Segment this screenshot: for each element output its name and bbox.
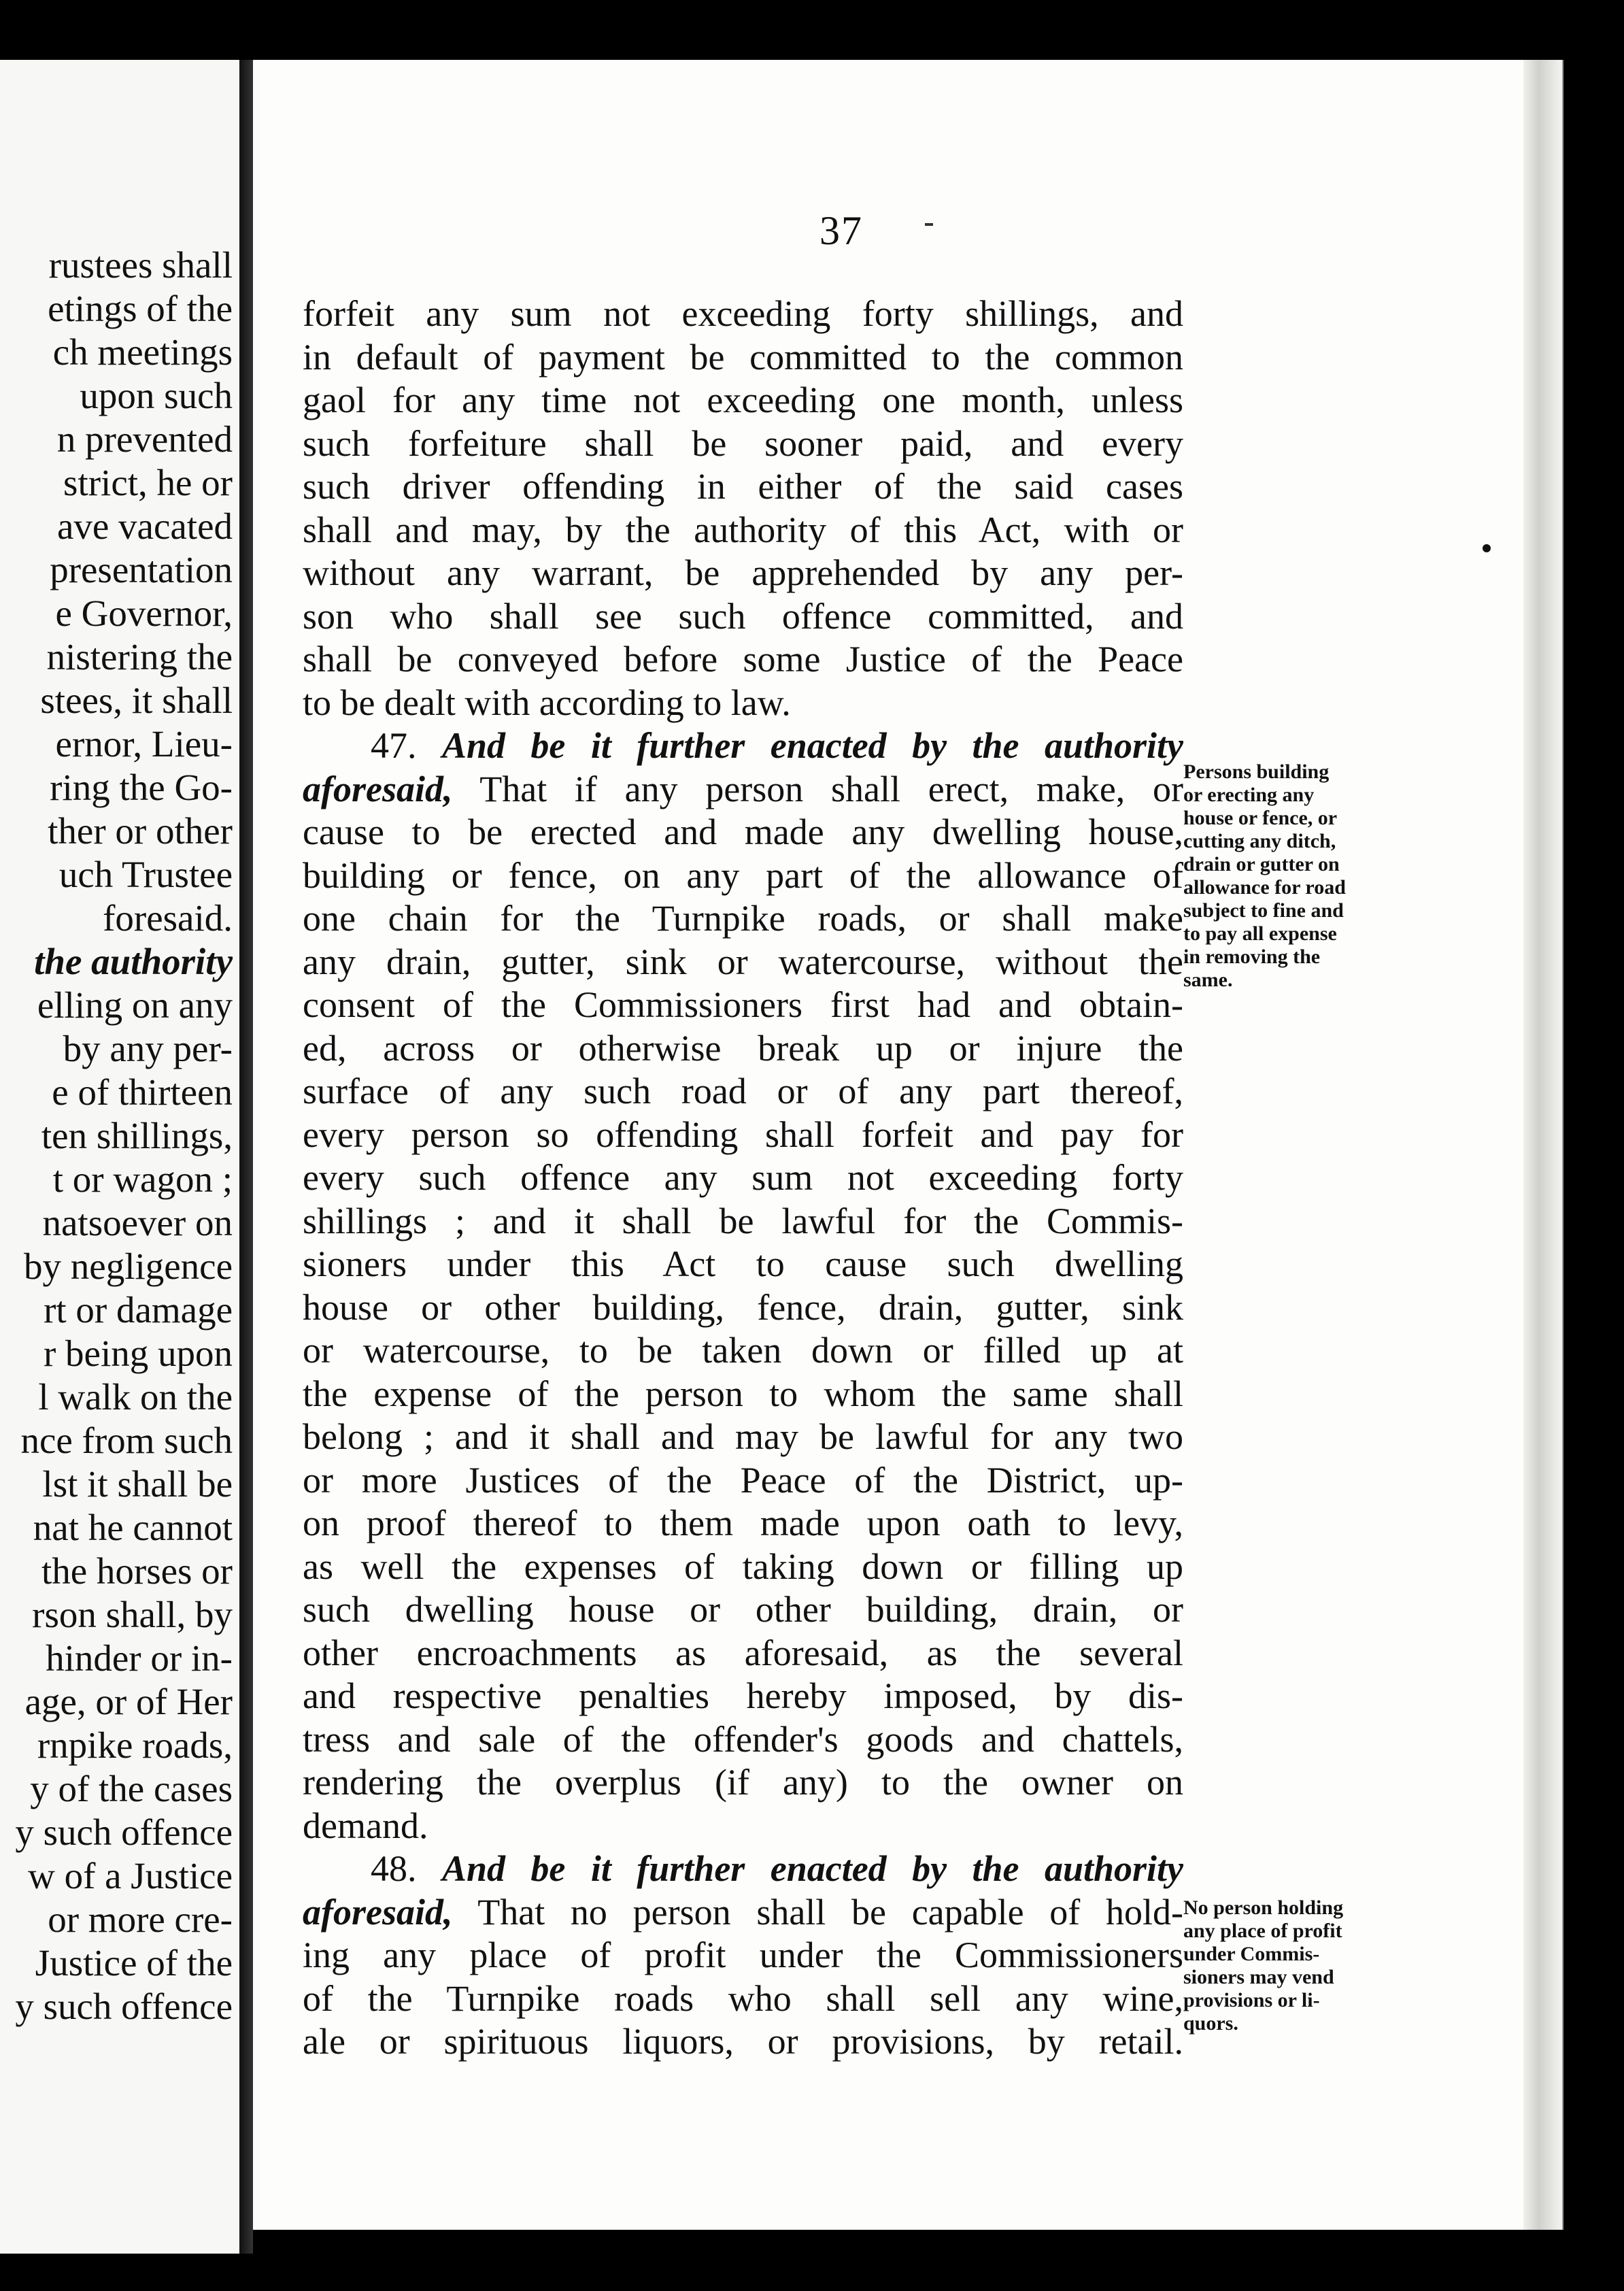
page-number: 37 [819,208,863,253]
facing-page-line: l walk on the [38,1376,233,1418]
section-number: 48. [371,1848,417,1889]
section-47-line: building or fence, on any part of the allowance of [303,854,1183,896]
facing-page [0,60,239,2254]
body-line: to be dealt with according to law. [303,682,791,723]
section-47-line: the expense of the person to whom the same shall [303,1373,1183,1414]
margin-note-section-48: No person holding any place of profit under Commis- sioners may vend provisions or li- quors. [1183,1896,1344,2035]
section-47-line: house or other building, fence, drain, gutter, sink [303,1286,1183,1328]
section-48-line: ale or spirituous liquors, or provisions, by retail. [303,2021,1183,2062]
enacting-clause: And be it further enacted by the authority [441,1848,1183,1889]
ink-mark [925,223,933,226]
margin-note-section-47: Persons building or erecting any house or fence, or cutting any ditch, drain or gutter on allowance for road subject to fine and to pay all expense in removing the same. [1183,760,1346,991]
facing-page-line: age, or of Her [24,1681,233,1722]
section-47-line: ed, across or otherwise break up or injure the [303,1027,1183,1069]
enacting-clause: And be it further enacted by the authority [441,725,1183,766]
body-line: shall and may, by the authority of this Act, with or [303,509,1183,550]
body-line: son who shall see such offence committed, and [303,595,1183,637]
facing-page-line: by negligence [24,1245,233,1287]
section-47-line: on proof thereof to them made upon oath to levy, [303,1503,1183,1543]
facing-page-line: e of thirteen [52,1071,233,1113]
facing-page-line: by any per- [63,1028,233,1069]
facing-page-line: n prevented [56,418,233,460]
facing-page-line: rustees shall [48,244,233,286]
body-line: in default of payment be committed to the common [303,336,1183,378]
section-47-line: surface of any such road or of any part thereof, [303,1071,1183,1111]
facing-page-line: ring the Go- [50,767,233,808]
facing-page-line: t or wagon ; [52,1158,233,1200]
body-line: without any warrant, be apprehended by any per- [303,552,1183,593]
section-47-line: such dwelling house or other building, drain, or [303,1589,1183,1630]
section-47-line: consent of the Commissioners first had and obtain- [303,984,1183,1025]
facing-page-line: presentation [50,549,233,590]
section-number: 47. [371,725,417,766]
section-47-line: cause to be erected and made any dwelling house, [303,812,1183,852]
facing-page-line: y of the cases [30,1768,233,1809]
section-47-line: every person so offending shall forfeit and pay for [303,1114,1183,1155]
facing-page-line: r being upon [43,1333,233,1374]
section-47-line: demand. [303,1805,428,1846]
body-line: gaol for any time not exceeding one month, unless [303,380,1183,420]
facing-page-line: nce from such [20,1420,233,1461]
facing-page-line: elling on any [37,984,233,1026]
section-47-line: or more Justices of the Peace of the District, up- [303,1459,1183,1501]
facing-page-line: the horses or [41,1550,233,1592]
facing-page-line: foresaid. [103,897,233,939]
facing-page-line: or more cre- [48,1899,233,1940]
facing-page-line: y such offence [15,1986,233,2027]
section-47-line: and respective penalties hereby imposed, by dis- [303,1675,1183,1716]
section-47-line: rendering the overplus (if any) to the owner on [303,1762,1183,1803]
section-48-line: of the Turnpike roads who shall sell any wine, [303,1977,1183,2019]
section-47-line: aforesaid, That if any person shall erect, make, or [303,768,1184,809]
facing-page-line: uch Trustee [58,854,233,895]
facing-page-line: ch meetings [52,331,233,373]
page-body [303,292,1183,2064]
section-47-line: sioners under this Act to cause such dwelling [303,1243,1183,1284]
facing-page-line: rson shall, by [32,1594,233,1635]
body-line: such driver offending in either of the said cases [303,466,1183,507]
section-47-line: shillings ; and it shall be lawful for the Commis- [303,1200,1183,1241]
facing-page-line: etings of the [48,288,233,329]
section-47-line: every such offence any sum not exceeding forty [303,1157,1183,1198]
section-47-line: as well the expenses of taking down or filling up [303,1545,1183,1587]
section-47-line: belong ; and it shall and may be lawful for any two [303,1416,1183,1457]
facing-page-line: stees, it shall [40,680,233,721]
facing-page-line: w of a Justice [28,1855,233,1896]
body-line: shall be conveyed before some Justice of the Peace [303,639,1183,680]
facing-page-line: natsoever on [42,1202,233,1243]
section-47-line: any drain, gutter, sink or watercourse, without the [303,941,1183,982]
facing-page-line: ther or other [48,810,233,852]
facing-page-line: y such offence [15,1811,233,1853]
facing-page-line: upon such [80,375,233,416]
section-47-line: other encroachments as aforesaid, as the several [303,1632,1183,1673]
aforesaid-clause: aforesaid, [303,1891,453,1933]
ink-dot [1483,544,1491,552]
section-47-heading [303,724,1183,768]
aforesaid-clause: aforesaid, [303,768,453,809]
section-48-line: aforesaid, That no person shall be capable of hold- [303,1891,1183,1933]
facing-page-line: hinder or in- [46,1637,233,1679]
facing-page-line: ten shillings, [41,1115,233,1156]
facing-page-line: rnpike roads, [37,1724,233,1766]
facing-page-line: strict, he or [63,462,233,503]
section-47-line: tress and sale of the offender's goods and chattels, [303,1718,1183,1760]
facing-page-line: nistering the [46,636,233,678]
section-48-heading [303,1847,1183,1891]
section-47-line: or watercourse, to be taken down or filled up at [303,1330,1183,1371]
body-line: forfeit any sum not exceeding forty shillings, and [303,293,1183,334]
facing-page-line: rt or damage [44,1289,233,1331]
book-gutter [239,60,253,2254]
body-line: such forfeiture shall be sooner paid, and every [303,422,1183,464]
facing-page-line: nat he cannot [33,1507,233,1548]
page-edge [1523,60,1563,2230]
section-47-line: one chain for the Turnpike roads, or shall make [303,898,1183,939]
section-48-line: ing any place of profit under the Commissioners [303,1935,1183,1975]
facing-page-line: ernor, Lieu- [55,723,233,765]
facing-page-line: e Governor, [55,592,233,634]
facing-page-line: Justice of the [35,1942,233,1984]
facing-page-line: the authority [34,941,233,982]
facing-page-line: lst it shall be [42,1463,233,1505]
facing-page-line: ave vacated [56,505,233,547]
